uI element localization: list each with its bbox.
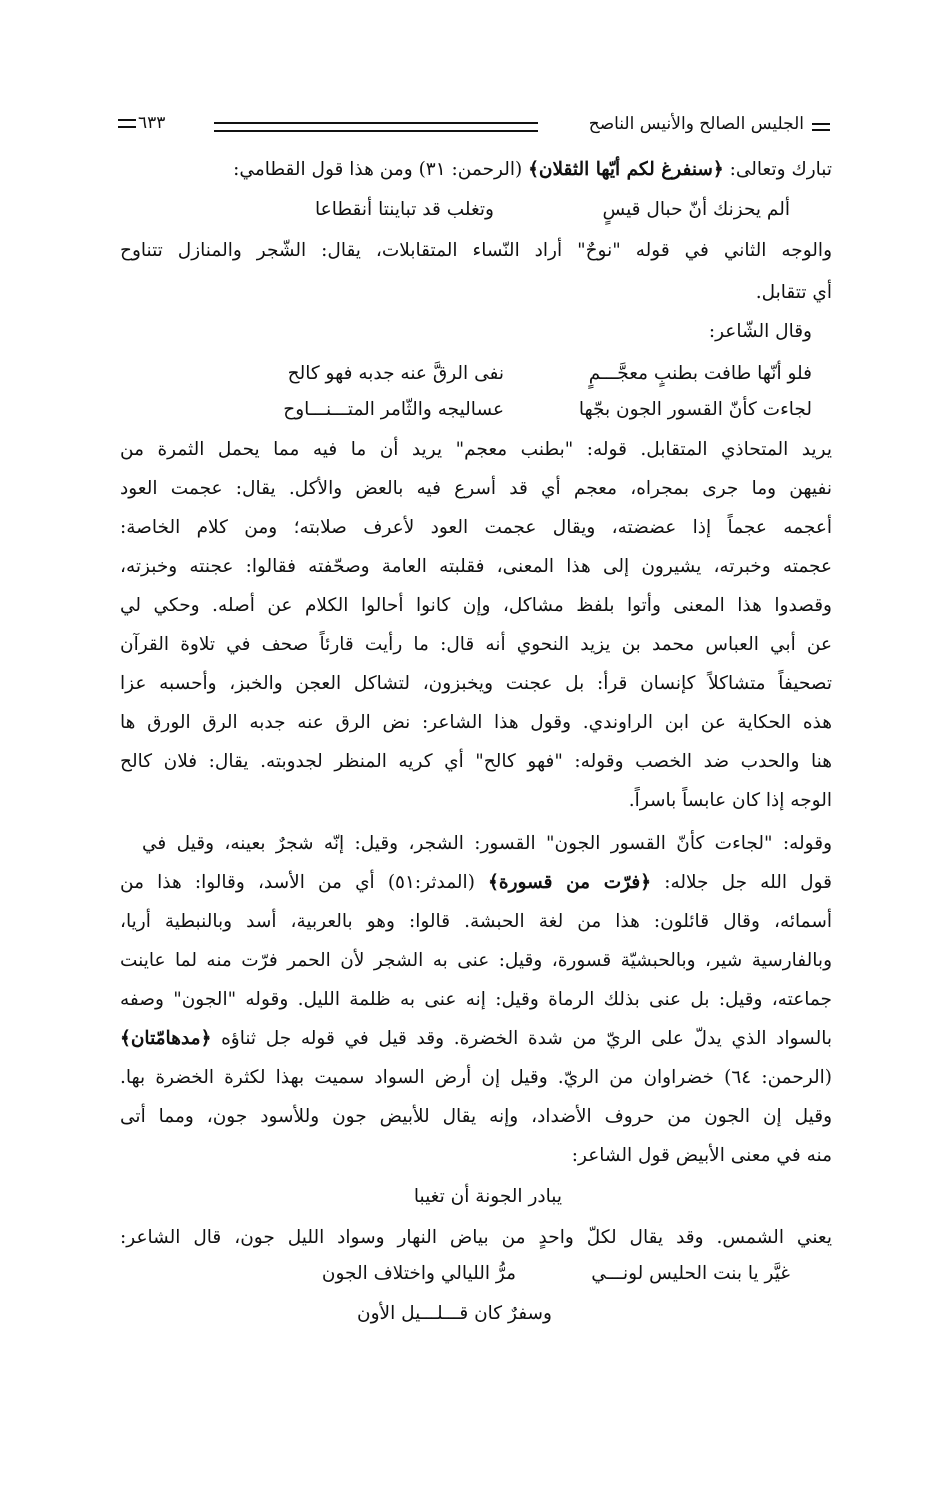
text-line: أسمائه، وقال قائلون: هذا من لغة الحبشة. قالوا: وهو بالعربية، أسد وبالنبطية أريا، — [120, 911, 832, 932]
header-rule — [214, 122, 538, 132]
header-ornament-right — [812, 123, 830, 131]
text-segment: تبارك وتعالى: — [723, 159, 832, 180]
quran-quote: ﴿فرّت من قسورة﴾ — [488, 872, 652, 893]
text-line: عجمته وخبرته، يشيرون إلى هذا المعنى، فقلبته العامة وصحّفته فقالوا: عجنته وخبزته، — [120, 556, 832, 577]
text-line: أي تتقابل. — [755, 282, 832, 303]
text-line: منه في معنى الأبيض قول الشاعر: — [571, 1145, 832, 1166]
text-line: عن أبي العباس محمد بن يزيد النحوي أنه قال: ما رأيت قارئاً صحف في تلاوة القرآن — [120, 634, 832, 655]
verse-hemistich: عساليجه والثّامر المتـــنـــاوح — [283, 399, 504, 420]
verse-hemistich: وتغلب قد تباينتا أنقطاعا — [315, 199, 494, 220]
text-line — [120, 869, 832, 897]
verse-line: وسفرٌ كان قـــلـــيل الأون — [357, 1303, 552, 1324]
text-segment: قول الله جل جلاله: — [651, 872, 832, 893]
text-segment: (الرحمن: ٣١) ومن هذا قول القطامي: — [233, 159, 529, 180]
text-line: الوجه إذا كان عابساً باسراً. — [628, 790, 832, 811]
running-header — [118, 115, 830, 143]
text-line: (الرحمن: ٦٤) خضراوان من الريّ. وقيل إن أرض السواد سميت بهذا لكثرة الخضرة بها. — [120, 1067, 832, 1088]
quran-quote: ﴿سنفرغ لكم أيّها الثقلان﴾ — [528, 159, 724, 180]
text-line — [233, 156, 832, 184]
text-segment: (المدثر:٥١) أي من الأسد، وقالوا: هذا من — [120, 872, 489, 893]
text-line: وبالفارسية شير، وبالحبشيّة قسورة، وقيل: عنى به الشجر لأن الحمر فرّت منه لما عاينت — [120, 950, 832, 971]
text-line: هنا والحدب ضد الخصب وقوله: "فهو كالح" أي كريه المنظر لجدوبته. يقال: فلان كالح — [120, 751, 832, 772]
page-number-group — [118, 113, 165, 133]
text-line: وقيل إن الجون من حروف الأضداد، وإنه يقال للأبيض جون وللأسود جون، ومما أتى — [120, 1106, 833, 1127]
verse-hemistich: لجاءت كأنّ القسور الجون بجّها — [578, 399, 812, 420]
text-line: يريد المتحاذي المتقابل. قوله: "بطنب معجم" يريد أن ما فيه مما يحمل الثمرة من — [120, 439, 832, 460]
text-line: وقوله: "لجاءت كأنّ القسور الجون" القسور: الشجر، وقيل: إنّه شجرٌ بعينه، وقيل في — [142, 833, 832, 854]
text-line: نفيهن وما جرى بمجراه، معجم أي قد أسرع فيه بالعض والأكل. يقال: عجمت العود — [120, 478, 832, 499]
verse-hemistich: مرُّ الليالي واختلاف الجون — [321, 1263, 516, 1284]
header-ornament-left — [118, 119, 136, 128]
text-line: وقصدوا هذا المعنى وأتوا بلفظ مشاكل، وإن كانوا أحالوا الكلام عن أصله. وحكي لي — [120, 595, 832, 616]
verse-hemistich: فلو أنّها طافت بطنبٍ معجَّـــمٍ — [588, 363, 812, 384]
verse-hemistich: نفى الرقَّ عنه جدبه فهو كالح — [287, 363, 504, 384]
text-line — [120, 1025, 832, 1053]
quran-quote: ﴿مدهامّتان﴾ — [120, 1028, 212, 1049]
text-line: يعني الشمس. وقد يقال لكلّ واحدٍ من بياض النهار وسواد الليل جون، قال الشاعر: — [120, 1227, 832, 1248]
page-number: ٦٣٣ — [138, 113, 166, 133]
text-line: جماعته، وقيل: بل عنى بذلك الرماة وقيل: إنه عنى به ظلمة الليل. وقوله "الجون" وصفه — [120, 989, 832, 1010]
book-title: الجليس الصالح والأنيس الناصح — [588, 114, 804, 134]
text-line: تصحيفاً متشاكلاً كإنسان قرأ: بل عجنت ويخبزون، لتشاكل العجن والخبز، وأحسبه عزا — [120, 673, 832, 694]
text-line: والوجه الثاني في قوله "نوحٌ" أراد النّساء المتقابلات، يقال: الشّجر والمنازل تتناوح — [120, 240, 832, 261]
verse-line: يبادر الجونة أن تغيبا — [413, 1186, 562, 1207]
text-segment: بالسواد الذي يدلّ على الريّ من شدة الخضرة. وقد قيل في قوله جل ثناؤه — [211, 1028, 832, 1049]
verse-hemistich: غيَّر يا بنت الحليس لونـــي — [591, 1263, 790, 1284]
text-line: أعجمه عجماً إذا عضضته، ويقال عجمت العود لأعرف صلابته؛ ومن كلام الخاصة: — [120, 517, 832, 538]
text-line: هذه الحكاية عن ابن الراوندي. وقول هذا الشاعر: نض الرق عنه جدبه الرق الورق ها — [120, 712, 832, 733]
text-line: وقال الشّاعر: — [708, 321, 812, 342]
verse-hemistich: ألم يحزنك أنّ حبال قيسٍ — [602, 199, 790, 220]
